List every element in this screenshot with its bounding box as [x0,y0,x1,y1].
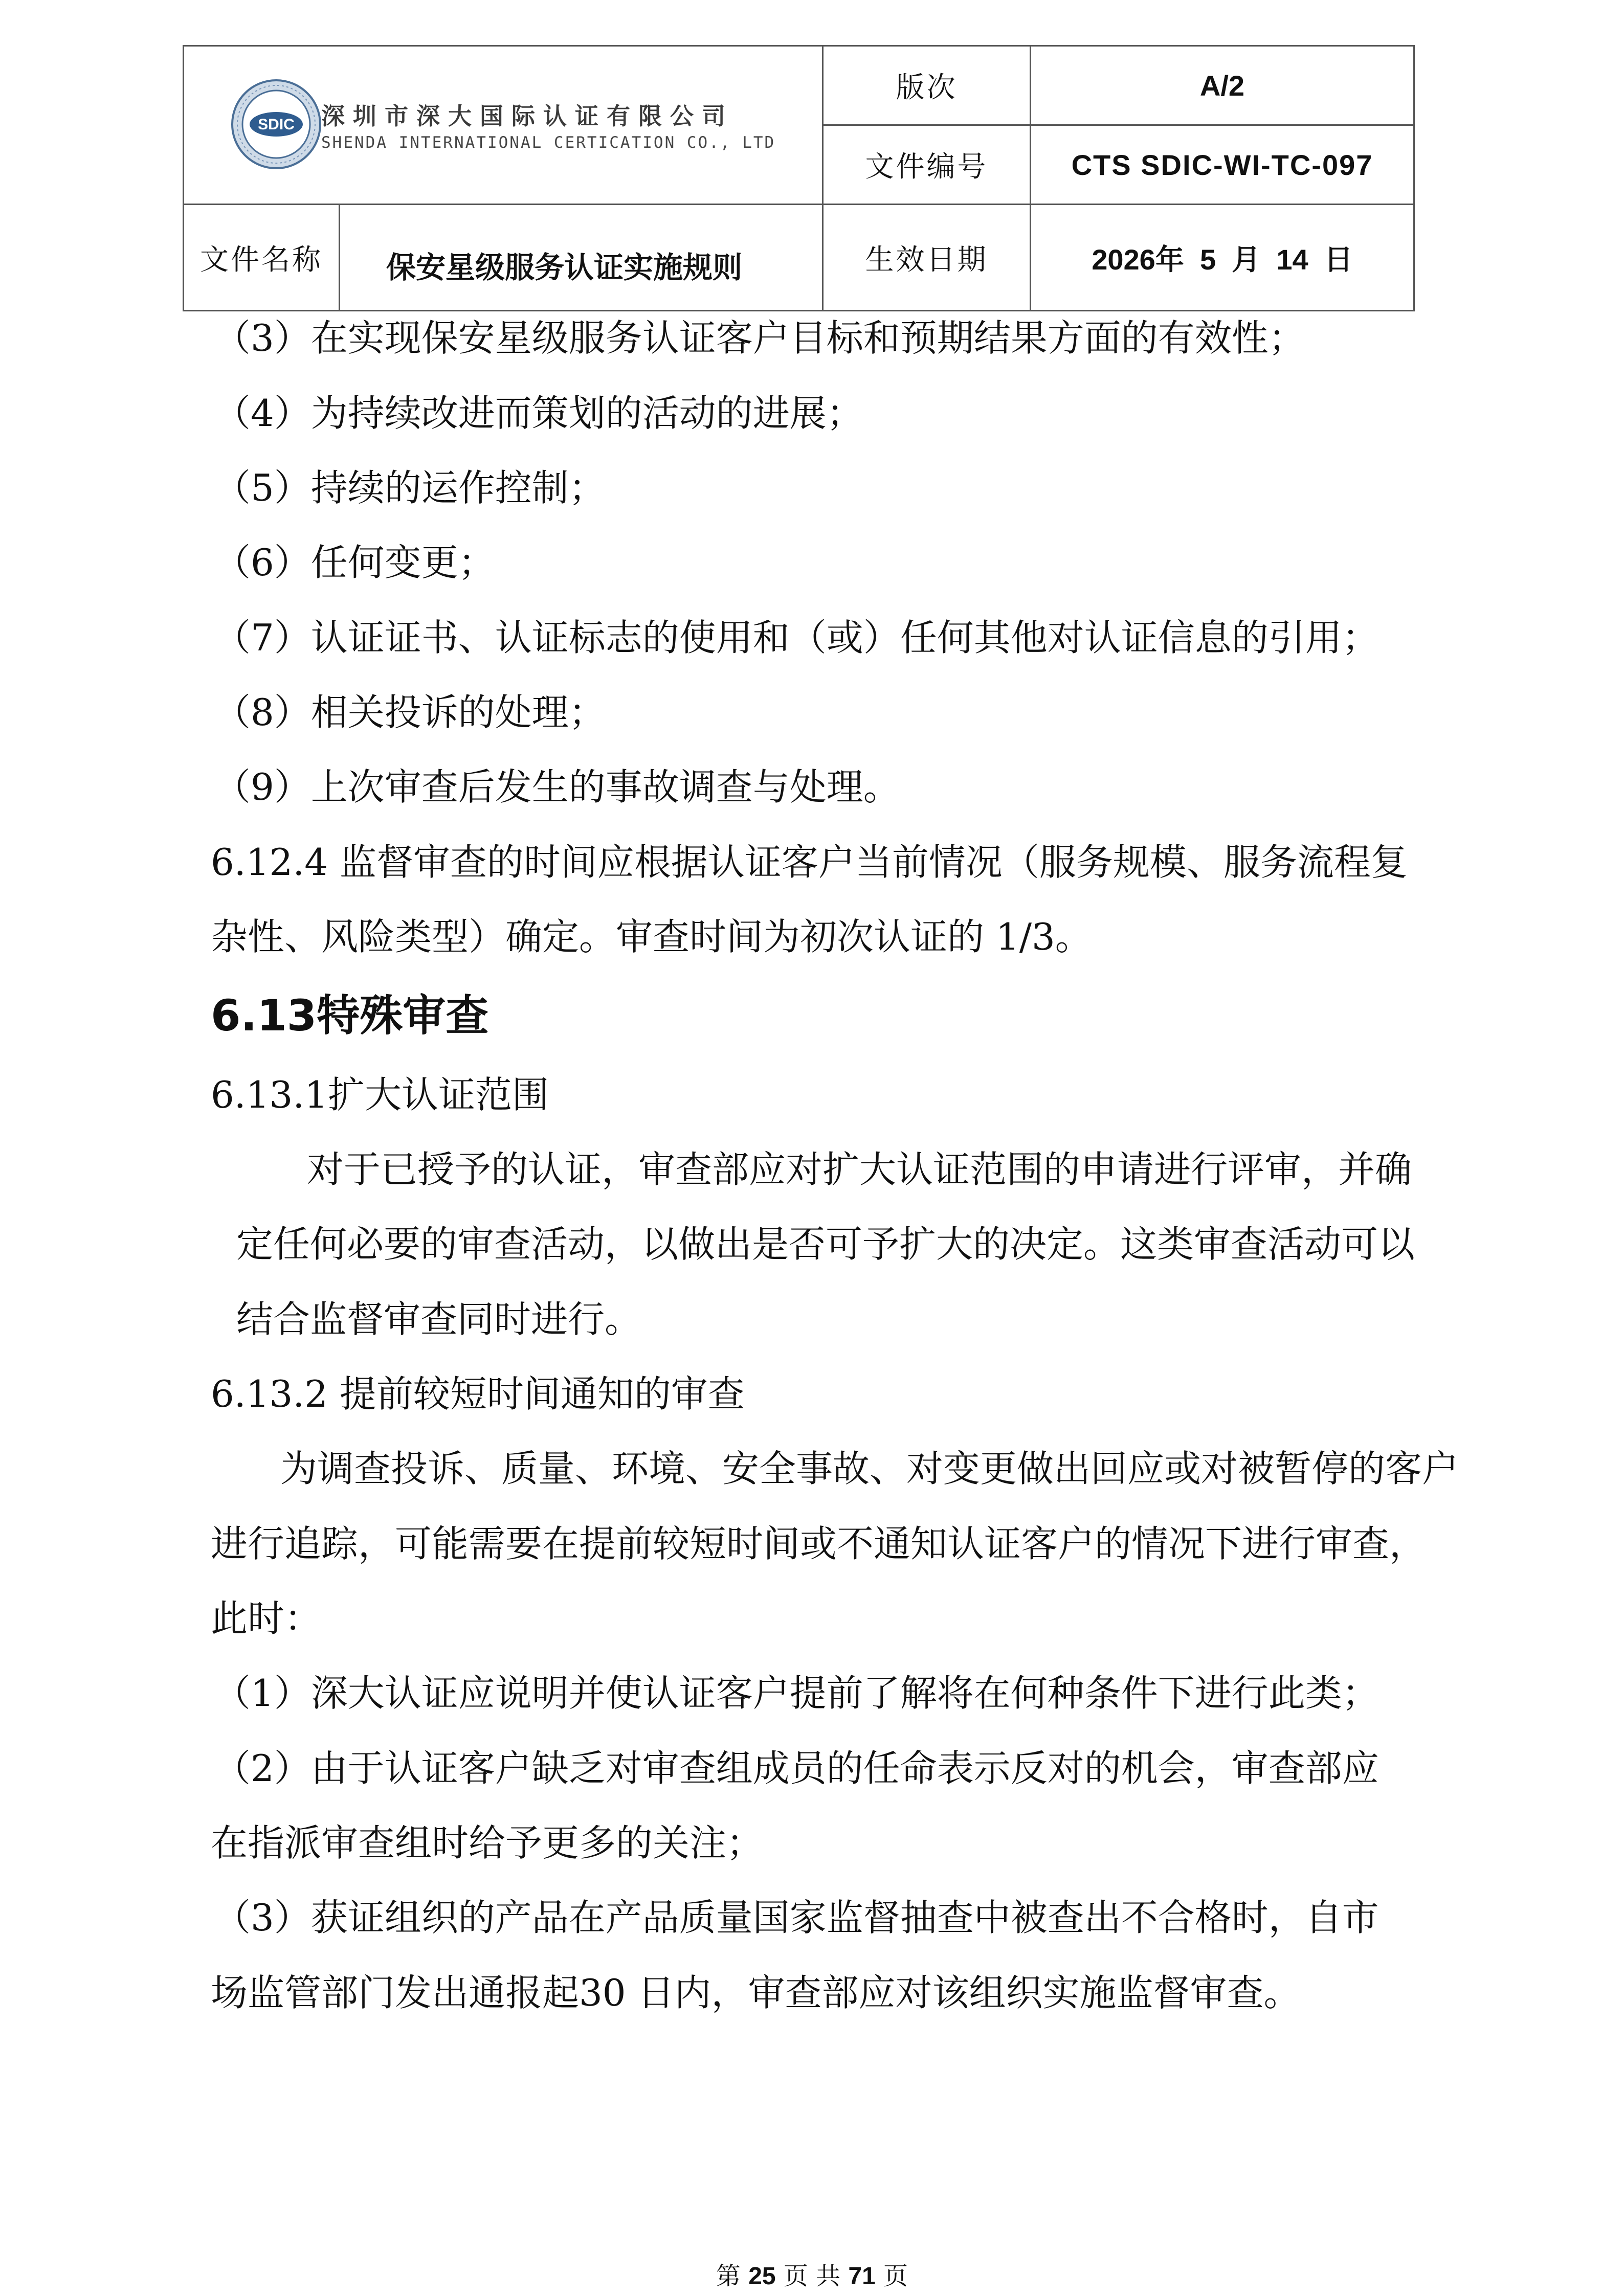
doc-name-label: 文件名称 [184,205,340,311]
page-number: 25 [748,2263,776,2290]
page-total: 71 [848,2263,876,2290]
page-footer [0,2256,1624,2291]
seal-text: SDIC [258,116,295,133]
company-seal-icon [230,78,322,170]
paragraph-line: 在指派审查组时给予更多的关注； [211,1821,764,1864]
paragraph-line: 6.12.4 监督审查的时间应根据认证客户当前情况（服务规模、服务流程复 [211,841,1408,884]
list-item: （5）持续的运作控制； [214,466,606,509]
paragraph-line: 此时： [211,1597,322,1640]
company-name-en: SHENDA INTERNATIONAL CERTICATION CO., LTD [321,133,776,152]
paragraph-line: 对于已授予的认证，审查部应对扩大认证范围的申请进行评审，并确 [307,1148,1412,1191]
company-logo-cell [184,46,823,205]
edition-value: A/2 [1031,46,1414,125]
footer-middle: 页 共 [783,2262,841,2290]
section-title: 6.13特殊审查 [211,991,489,1041]
doc-number-label: 文件编号 [823,125,1031,205]
list-item: （3）获证组织的产品在产品质量国家监督抽查中被查出不合格时，自市 [214,1896,1379,1939]
company-logo [230,78,783,181]
list-item: （9）上次审查后发生的事故调查与处理。 [214,766,900,808]
document-header-table [183,45,1415,311]
subsection-title: 6.13.2 提前较短时间通知的审查 [211,1372,745,1415]
footer-suffix: 页 [883,2262,908,2290]
list-item: （6）任何变更； [214,541,495,584]
list-item: （3）在实现保安星级服务认证客户目标和预期结果方面的有效性； [214,317,1305,359]
paragraph-line: 场监管部门发出通报起30 日内，审查部应对该组织实施监督审查。 [211,1971,1301,2014]
doc-number-value: CTS SDIC-WI-TC-097 [1031,125,1414,205]
list-item: （8）相关投诉的处理； [214,691,606,734]
list-item: （2）由于认证客户缺乏对审查组成员的任命表示反对的机会，审查部应 [214,1747,1379,1790]
paragraph-line: 杂性、风险类型）确定。审查时间为初次认证的 1/3。 [211,915,1092,958]
list-item: （4）为持续改进而策划的活动的进展； [214,392,863,435]
list-item: （1）深大认证应说明并使认证客户提前了解将在何种条件下进行此类； [214,1672,1379,1715]
company-name-cn: 深圳市深大国际认证有限公司 [321,102,733,130]
doc-name-value: 保安星级服务认证实施规则 [340,205,823,311]
effective-date-label: 生效日期 [823,205,1031,311]
paragraph-line: 结合监督审查同时进行。 [236,1298,642,1341]
list-item: （7）认证证书、认证标志的使用和（或）任何其他对认证信息的引用； [214,616,1379,659]
subsection-title: 6.13.1扩大认证范围 [211,1073,549,1116]
paragraph-line: 为调查投诉、质量、环境、安全事故、对变更做出回应或对被暂停的客户 [280,1447,1459,1490]
edition-label: 版次 [823,46,1031,125]
paragraph-line: 进行追踪，可能需要在提前较短时间或不通知认证客户的情况下进行审查， [211,1522,1427,1565]
paragraph-line: 定任何必要的审查活动，以做出是否可予扩大的决定。这类审查活动可以 [236,1223,1415,1266]
effective-date-value: 2026年 5 月 14 日 [1031,205,1414,311]
footer-prefix: 第 [716,2262,741,2290]
